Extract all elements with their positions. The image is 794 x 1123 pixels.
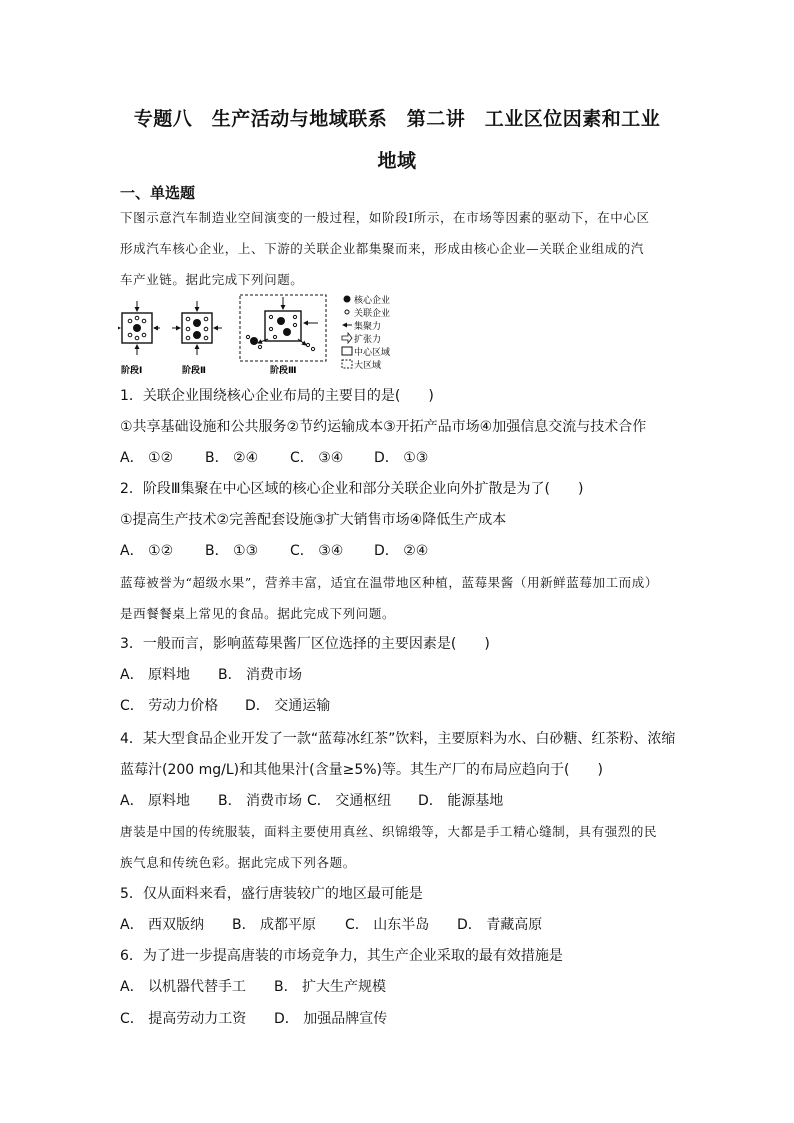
related-enterprise-icon xyxy=(345,310,349,314)
legend-center-area: 中心区域 xyxy=(354,348,391,358)
question-3-stem: 3．一般而言，影响蓝莓果酱厂区位选择的主要因素是( ) xyxy=(120,636,490,652)
q6-option-d[interactable]: D． 加强品牌宣传 xyxy=(274,1011,388,1027)
q6-option-b[interactable]: B． 扩大生产规模 xyxy=(274,979,387,995)
center-area-icon xyxy=(342,347,352,355)
q4-option-b[interactable]: B． 消费市场 xyxy=(218,793,303,809)
question-2-stem: 2．阶段Ⅲ集聚在中心区域的核心企业和部分关联企业向外扩散是为了( ) xyxy=(120,481,584,497)
q4-option-d[interactable]: D． 能源基地 xyxy=(418,793,504,809)
question-2-items: ①提高生产技术②完善配套设施③扩大销售市场④降低生产成本 xyxy=(120,512,507,528)
stage-1-diagram xyxy=(118,301,160,355)
q6-option-a[interactable]: A． 以机器代替手工 xyxy=(120,979,247,995)
q1-option-c[interactable]: C． ③④ xyxy=(290,450,344,466)
q2-option-a[interactable]: A． ①② xyxy=(120,543,174,559)
question-5-stem: 5．仅从面料来看，盛行唐装较广的地区最可能是 xyxy=(120,886,423,902)
legend-agglomeration: 集聚力 xyxy=(354,322,382,332)
q4-option-a[interactable]: A． 原料地 xyxy=(120,793,191,809)
large-area-icon xyxy=(342,360,352,368)
core-enterprise-icon xyxy=(344,296,351,303)
q2-option-b[interactable]: B． ①③ xyxy=(205,543,259,559)
material-1-line-2: 形成汽车核心企业，上、下游的关联企业都集聚而来，形成由核心企业—关联企业组成的汽 xyxy=(120,241,645,256)
q1-option-d[interactable]: D． ①③ xyxy=(374,450,429,466)
question-4-stem-line-2: 蓝莓汁(200 mg/L)和其他果汁(含量≥5%)等。其生产厂的布局应趋向于( ) xyxy=(120,762,603,778)
q5-option-b[interactable]: B． 成都平原 xyxy=(232,917,317,933)
industry-evolution-figure xyxy=(118,293,418,375)
question-1-stem: 1．关联企业围绕核心企业布局的主要目的是( ) xyxy=(120,388,434,404)
q3-option-a[interactable]: A． 原料地 xyxy=(120,667,191,683)
q6-option-c[interactable]: C． 提高劳动力工资 xyxy=(120,1011,247,1027)
stage-1-label: 阶段Ⅰ xyxy=(121,366,143,375)
legend-large-area: 大区域 xyxy=(354,361,382,371)
q2-option-c[interactable]: C． ③④ xyxy=(290,543,344,559)
page-title-line1: 专题八 生产活动与地域联系 第二讲 工业区位因素和工业 xyxy=(133,108,661,130)
q3-option-c[interactable]: C． 劳动力价格 xyxy=(120,698,219,714)
diffusion-arrow-icon xyxy=(342,333,352,343)
legend-core: 核心企业 xyxy=(354,296,391,306)
q3-option-d[interactable]: D． 交通运输 xyxy=(245,698,331,714)
legend-diffusion: 扩张力 xyxy=(354,335,382,345)
stage-2-diagram xyxy=(172,301,222,355)
page-title-line2: 地域 xyxy=(377,150,417,172)
q1-option-a[interactable]: A． ①② xyxy=(120,450,174,466)
stage-2-label: 阶段Ⅱ xyxy=(182,366,206,375)
question-1-items: ①共享基础设施和公共服务②节约运输成本③开拓产品市场④加强信息交流与技术合作 xyxy=(120,419,647,435)
figure-legend xyxy=(342,294,390,371)
question-6-stem: 6．为了进一步提高唐装的市场竞争力，其生产企业采取的最有效措施是 xyxy=(120,948,563,964)
material-3-line-2: 族气息和传统色彩。据此完成下列各题。 xyxy=(120,855,356,870)
q2-option-d[interactable]: D． ②④ xyxy=(374,543,429,559)
material-1-line-1: 下图示意汽车制造业空间演变的一般过程，如阶段Ⅰ所示，在市场等因素的驱动下，在中心区 xyxy=(120,210,650,225)
q1-option-b[interactable]: B． ②④ xyxy=(205,450,259,466)
q4-option-c[interactable]: C． 交通枢纽 xyxy=(307,793,392,809)
material-2-line-1: 蓝莓被誉为“超级水果”，营养丰富，适宜在温带地区种植，蓝莓果酱（用新鲜蓝莓加工而成） xyxy=(120,575,658,590)
section-heading: 一、单选题 xyxy=(120,184,196,202)
material-3-line-1: 唐装是中国的传统服装，面料主要使用真丝、织锦缎等，大都是手工精心缝制，具有强烈的民 xyxy=(120,824,658,839)
material-1-line-3: 车产业链。据此完成下列问题。 xyxy=(120,272,304,287)
material-2-line-2: 是西餐餐桌上常见的食品。据此完成下列问题。 xyxy=(120,606,396,621)
q5-option-d[interactable]: D． 青藏高原 xyxy=(457,917,543,933)
question-4-stem-line-1: 4．某大型食品企业开发了一款“蓝莓冰红茶”饮料，主要原料为水、白砂糖、红茶粉、浓缩 xyxy=(120,731,676,747)
legend-related: 关联企业 xyxy=(354,309,391,319)
q5-option-c[interactable]: C． 山东半岛 xyxy=(345,917,430,933)
q5-option-a[interactable]: A． 西双版纳 xyxy=(120,917,205,933)
stage-3-diagram xyxy=(240,295,326,361)
stage-3-label: 阶段Ⅲ xyxy=(270,366,297,375)
q3-option-b[interactable]: B． 消费市场 xyxy=(218,667,303,683)
